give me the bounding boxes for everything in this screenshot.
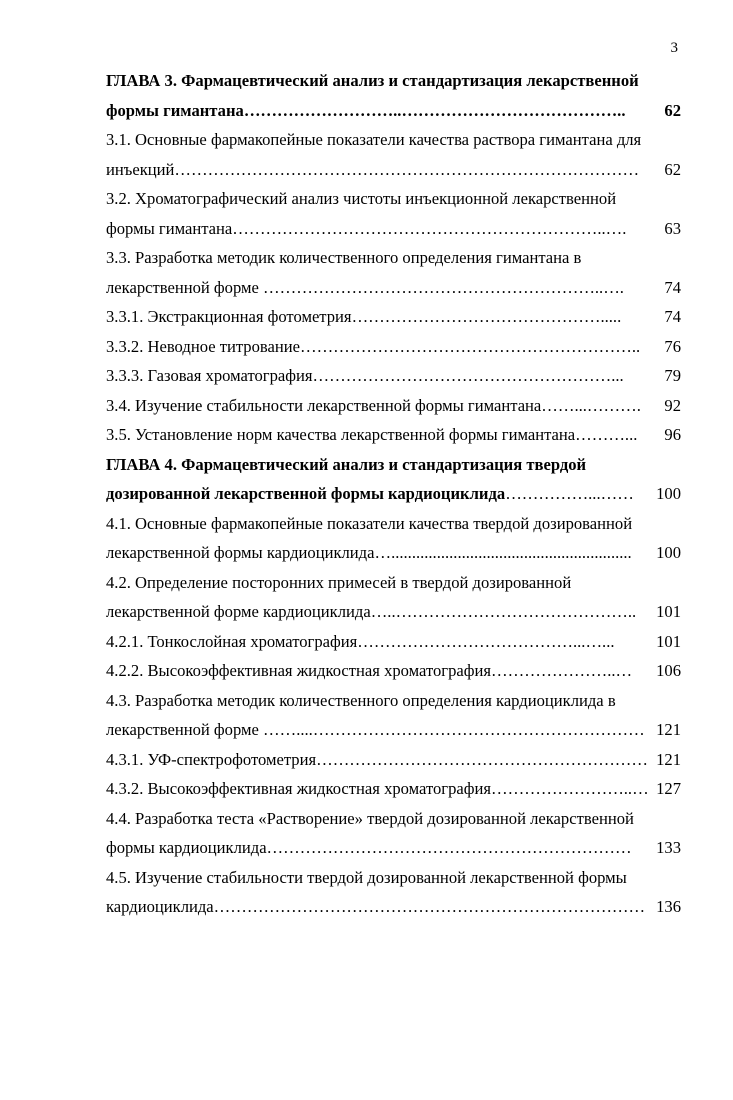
toc-line: [106, 66, 681, 96]
toc-line-page: 76: [664, 336, 681, 356]
toc-line: [106, 420, 681, 450]
toc-line-page: 100: [656, 543, 681, 562]
toc-line-text: 4.3.2. Высокоэффективная жидкостная хроматография……………………..…: [106, 779, 649, 798]
toc-line: [106, 332, 681, 362]
toc-line-page: 121: [656, 720, 681, 739]
toc-line-text: 4.1. Основные фармакопейные показатели качества твердой дозированной: [106, 513, 633, 533]
toc-line: [106, 96, 681, 126]
toc-line-page: 101: [656, 631, 681, 651]
toc-line-page: 101: [656, 602, 681, 621]
toc-line-text: 4.5. Изучение стабильности твердой дозированной лекарственной формы: [106, 867, 627, 887]
toc-line-text: 4.4. Разработка теста «Растворение» твердой дозированной лекарственной: [106, 808, 634, 828]
toc-line-text: 4.3.1. УФ-спектрофотометрия……………………………………………………: [106, 749, 648, 769]
toc-line: [106, 686, 681, 716]
toc-line-text: инъекций…………………………………………………………………………: [106, 159, 640, 179]
toc-line-page: 136: [656, 897, 681, 916]
toc-line-text: лекарственной формы кардиоциклида…..........................................................: [106, 543, 632, 562]
table-of-contents: [106, 66, 681, 922]
toc-line: [106, 391, 681, 421]
toc-line-page: 79: [664, 366, 681, 385]
toc-line-text: формы гимантана………………………..…………………………………..: [106, 100, 626, 120]
toc-line: [106, 892, 681, 922]
toc-line-page: 92: [664, 395, 681, 415]
toc-line-bold-text: дозированной лекарственной формы кардиоциклида: [106, 484, 506, 503]
toc-line: [106, 745, 681, 775]
toc-line-page: 74: [664, 307, 681, 326]
toc-line: [106, 214, 681, 244]
toc-line: [106, 538, 681, 568]
toc-line: [106, 863, 681, 893]
toc-line: [106, 656, 681, 686]
toc-line: [106, 715, 681, 745]
toc-line-text: лекарственной форме кардиоциклида…..……………………………………..: [106, 602, 637, 621]
toc-line-text: ГЛАВА 4. Фармацевтический анализ и стандартизация твердой: [106, 454, 587, 474]
toc-line-text: 4.2. Определение посторонних примесей в твердой дозированной: [106, 572, 572, 592]
toc-line-text: 3.3. Разработка методик количественного определения гимантана в: [106, 248, 582, 267]
toc-line-text: формы кардиоциклида…………………………………………………………: [106, 838, 632, 857]
toc-line: [106, 243, 681, 273]
toc-line: [106, 627, 681, 657]
toc-line-text: 4.2.2. Высокоэффективная жидкостная хроматография…………………..…: [106, 661, 633, 680]
toc-line-text: 4.3. Разработка методик количественного определения кардиоциклида в: [106, 690, 616, 710]
toc-line-text: лекарственной форме ……………………………………………………..….: [106, 277, 624, 297]
toc-line-text: 3.3.3. Газовая хроматография………………………………………………...: [106, 366, 624, 385]
toc-line-text: 3.5. Установление норм качества лекарственной формы гимантана………...: [106, 425, 638, 444]
toc-line: [106, 273, 681, 303]
toc-line: [106, 804, 681, 834]
toc-line-page: 127: [656, 779, 681, 798]
toc-line-page: 133: [656, 838, 681, 857]
toc-line-page: 62: [664, 159, 681, 179]
toc-line: [106, 833, 681, 863]
toc-line-page: 63: [664, 218, 681, 238]
toc-line: [106, 774, 681, 804]
toc-line-page: 74: [664, 277, 681, 297]
toc-line-page: 96: [664, 425, 681, 444]
toc-line: [106, 479, 681, 509]
toc-line: [106, 302, 681, 332]
toc-line-text: 3.2. Хроматографический анализ чистоты инъекционной лекарственной: [106, 189, 617, 208]
toc-line-text: [106, 479, 656, 509]
toc-line: [106, 125, 681, 155]
toc-line-page: 100: [656, 484, 681, 503]
toc-line-text: кардиоциклида……………………………………………………………………: [106, 897, 646, 916]
toc-line-leader: ……………...……: [505, 484, 634, 503]
toc-line-text: 3.3.2. Неводное титрование……………………………………………………..: [106, 336, 641, 356]
toc-line: [106, 568, 681, 598]
page-number: 3: [670, 40, 678, 56]
toc-line: [106, 597, 681, 627]
toc-line-text: 3.4. Изучение стабильности лекарственной формы гимантана……...……….: [106, 395, 641, 415]
toc-line-text: 4.2.1. Тонкослойная хроматография…………………………………...…...: [106, 631, 615, 651]
toc-line-page: 121: [656, 749, 681, 769]
toc-line-text: 3.3.1. Экстракционная фотометрия……………………………………….....: [106, 307, 622, 326]
toc-line-page: 106: [656, 661, 681, 680]
toc-line: [106, 361, 681, 391]
toc-line-page: 62: [664, 100, 681, 120]
toc-line: [106, 509, 681, 539]
toc-line-text: ГЛАВА 3. Фармацевтический анализ и стандартизация лекарственной: [106, 71, 639, 90]
toc-line: [106, 450, 681, 480]
toc-line-text: формы гимантана…………………………………………………………..….: [106, 218, 627, 238]
toc-line: [106, 155, 681, 185]
toc-line-text: лекарственной форме ……....……………………………………………………: [106, 720, 645, 739]
toc-line: [106, 184, 681, 214]
toc-line-text: 3.1. Основные фармакопейные показатели качества раствора гимантана для: [106, 130, 642, 149]
